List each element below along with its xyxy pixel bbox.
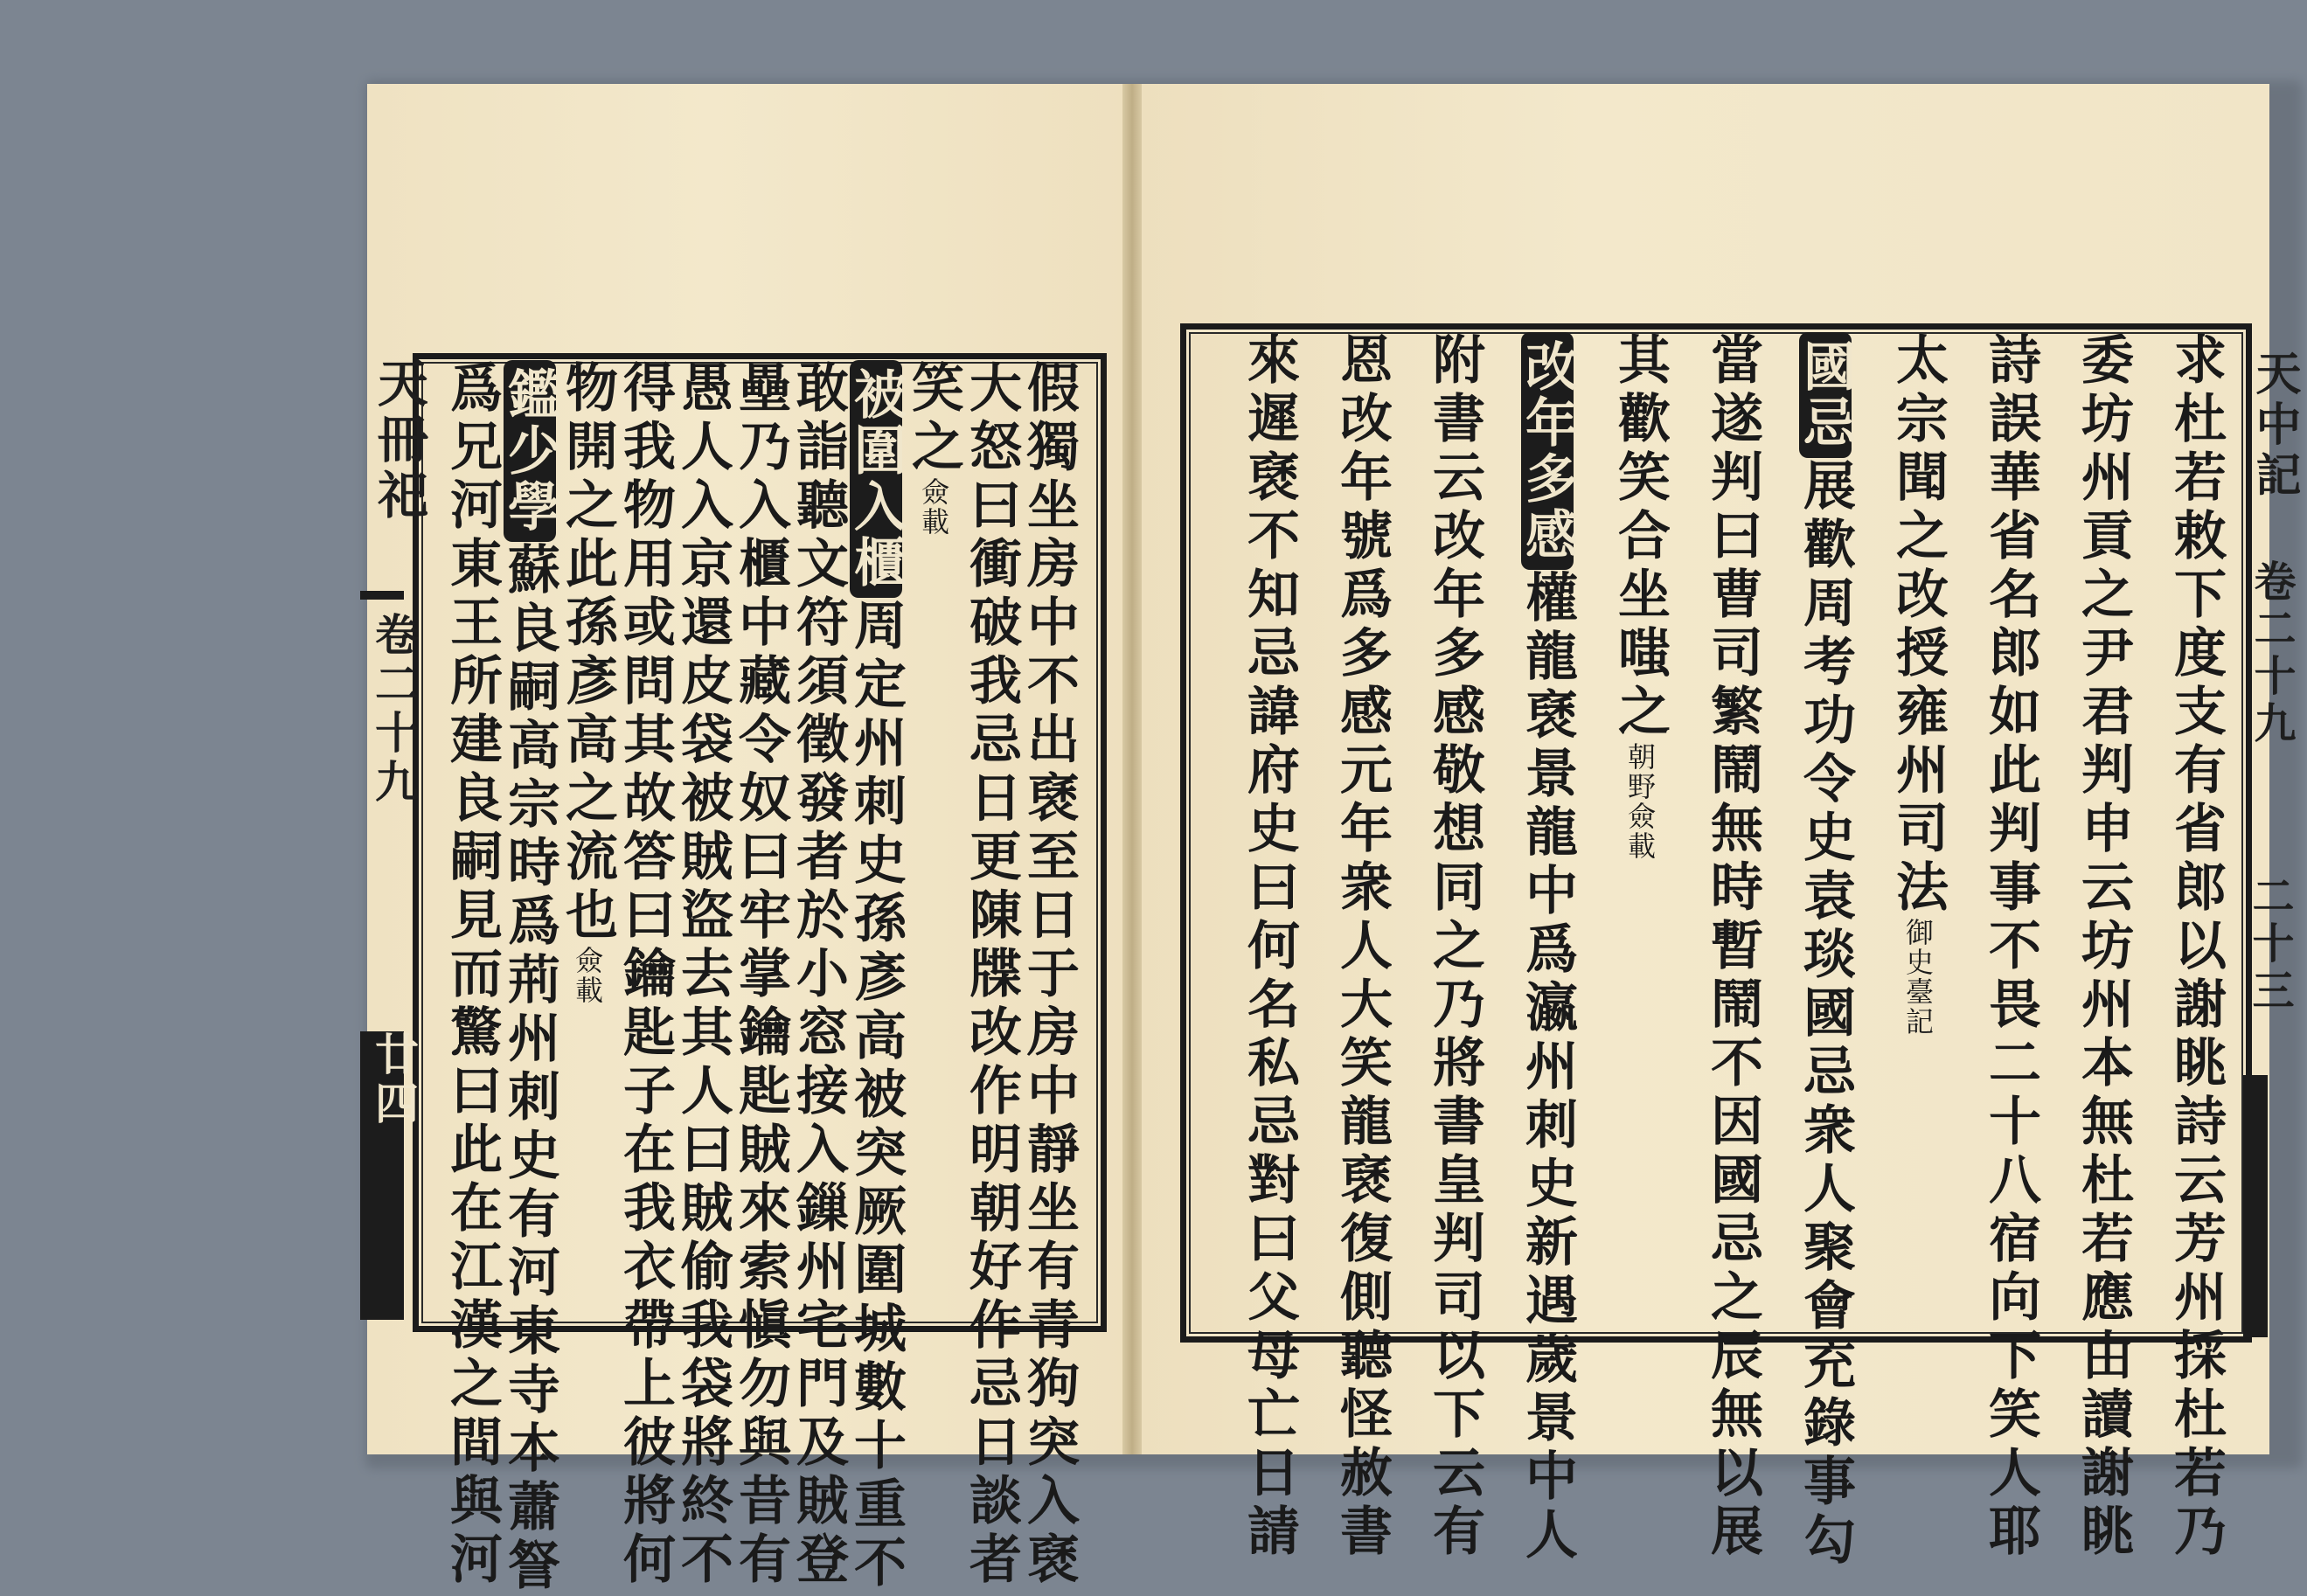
left_page-column [441, 360, 503, 1590]
right_page-column [1331, 332, 1393, 1562]
left_page-column [615, 360, 676, 1590]
left_page-column-text: 敢詣聽文符須徵發者於小窓接入鏁州宅門及賊登 [788, 360, 849, 1590]
right_page-column [1424, 332, 1485, 1562]
right_page-column [2073, 332, 2134, 1562]
right_page-column [1795, 332, 1856, 1571]
right_page-column [1887, 332, 1949, 1037]
left_page-column [845, 360, 907, 1593]
right_page-source-note: 御史臺記 [1901, 918, 1935, 1037]
left_page-column-text: 爲兄河東王所建良嗣見而驚曰此在江漢之間與河 [441, 360, 503, 1590]
right_page-column [1609, 332, 1671, 861]
right_page-column-text: 來遲褎不知忌諱府史曰何名私忌對曰父母亡日請 [1239, 332, 1300, 1562]
left_page-column [961, 360, 1022, 1590]
right_page-column-text: 當遂判曰曹司繁鬧無時暫鬧不因國忌之辰無以展 [1702, 332, 1763, 1562]
left-margin-number: 廿四 [368, 1031, 420, 1129]
right_page-column [2165, 332, 2227, 1562]
left_page-source-note: 僉載 [917, 477, 950, 537]
right_page-source-note: 朝野僉載 [1623, 742, 1657, 861]
left_page-column [672, 360, 733, 1590]
right_page-column [1980, 332, 2041, 1562]
right_page-column-text: 恩改年號爲多感元年衆人大笑龍褎復側聽怪赦書 [1331, 332, 1393, 1562]
left_page-column [788, 360, 849, 1590]
right_page-column-text: 委坊州貢之尹君判申云坊州本無杜若應由讀謝眺 [2073, 332, 2134, 1562]
right_page-entry-heading: 改年多感 [1521, 332, 1574, 570]
right_page-entry-heading: 國忌 [1799, 332, 1852, 458]
left_page-column [730, 360, 791, 1590]
left_page-column [903, 360, 964, 537]
left_page-entry-heading: 鑑少學 [504, 360, 556, 542]
left-margin-rule [360, 591, 404, 600]
left_page-column-text: 物開之此孫彥高之流也 [557, 360, 618, 946]
left_page-column [499, 360, 560, 1596]
left-margin-volume: 卷二十九 [368, 612, 420, 808]
right_page-column [1702, 332, 1763, 1562]
right_page-column-text: 詩誤華省名郎如此判事不畏二十八宿向下笑人耶 [1980, 332, 2041, 1562]
right-margin-volume: 卷二十九 [2247, 559, 2296, 748]
right_page-column-text: 展歡周考功令史袁琰國忌衆人聚會充錄事勾 [1795, 458, 1856, 1571]
right_page-column [1239, 332, 1300, 1562]
left-margin-title: 天冊祀 [369, 357, 428, 524]
book-gutter [1122, 84, 1142, 1454]
right_page-column [1517, 332, 1578, 1565]
right_page-column-text: 附書云改年多感敬想同之乃將書皇判司以下云有 [1424, 332, 1485, 1562]
left_page-column-text: 蘇良嗣高宗時爲荊州刺史有河東寺本蕭詧 [499, 542, 560, 1596]
right-margin-black-bar [2243, 1075, 2268, 1337]
right-margin-number: 二十三 [2245, 874, 2294, 1016]
right_page-column-text: 太宗聞之改授雍州司法 [1887, 332, 1949, 918]
left_page-column-text: 大怒曰衝破我忌日更陳牒改作明朝好作忌日談者 [961, 360, 1022, 1590]
right_page-column-text: 其歡笑合坐嗤之 [1609, 332, 1671, 742]
left_page-column-text: 假獨坐房中不出褎至日于房中靜坐有青狗突入褎 [1018, 360, 1080, 1590]
right_page-column-text: 權龍褎景龍中爲瀛州刺史新遇歲景中人 [1517, 570, 1578, 1565]
left_page-column [1018, 360, 1080, 1590]
left_page-entry-heading: 被圍入櫃 [850, 360, 902, 598]
right-margin-title: 天中記 [2248, 350, 2301, 502]
left_page-column [557, 360, 618, 1005]
left_page-column-text: 笑之 [903, 360, 964, 477]
left_page-column-text: 周定州刺史孫彥高被突厥圍城數十重不 [845, 598, 907, 1593]
left_page-source-note: 僉載 [571, 946, 604, 1005]
right_page-column-text: 求杜若敕下度支有省郎以謝眺詩云芳州採杜若乃 [2165, 332, 2227, 1562]
left_page-column-text: 愚人入京還皮袋被賊盜去其人曰賊偷我袋將終不 [672, 360, 733, 1590]
left_page-column-text: 得我物用或問其故答曰鑰匙子在我衣帶上彼將何 [615, 360, 676, 1590]
left_page-column-text: 壘乃入櫃中藏令奴曰牢掌鑰匙賊來索愼勿與昔有 [730, 360, 791, 1590]
